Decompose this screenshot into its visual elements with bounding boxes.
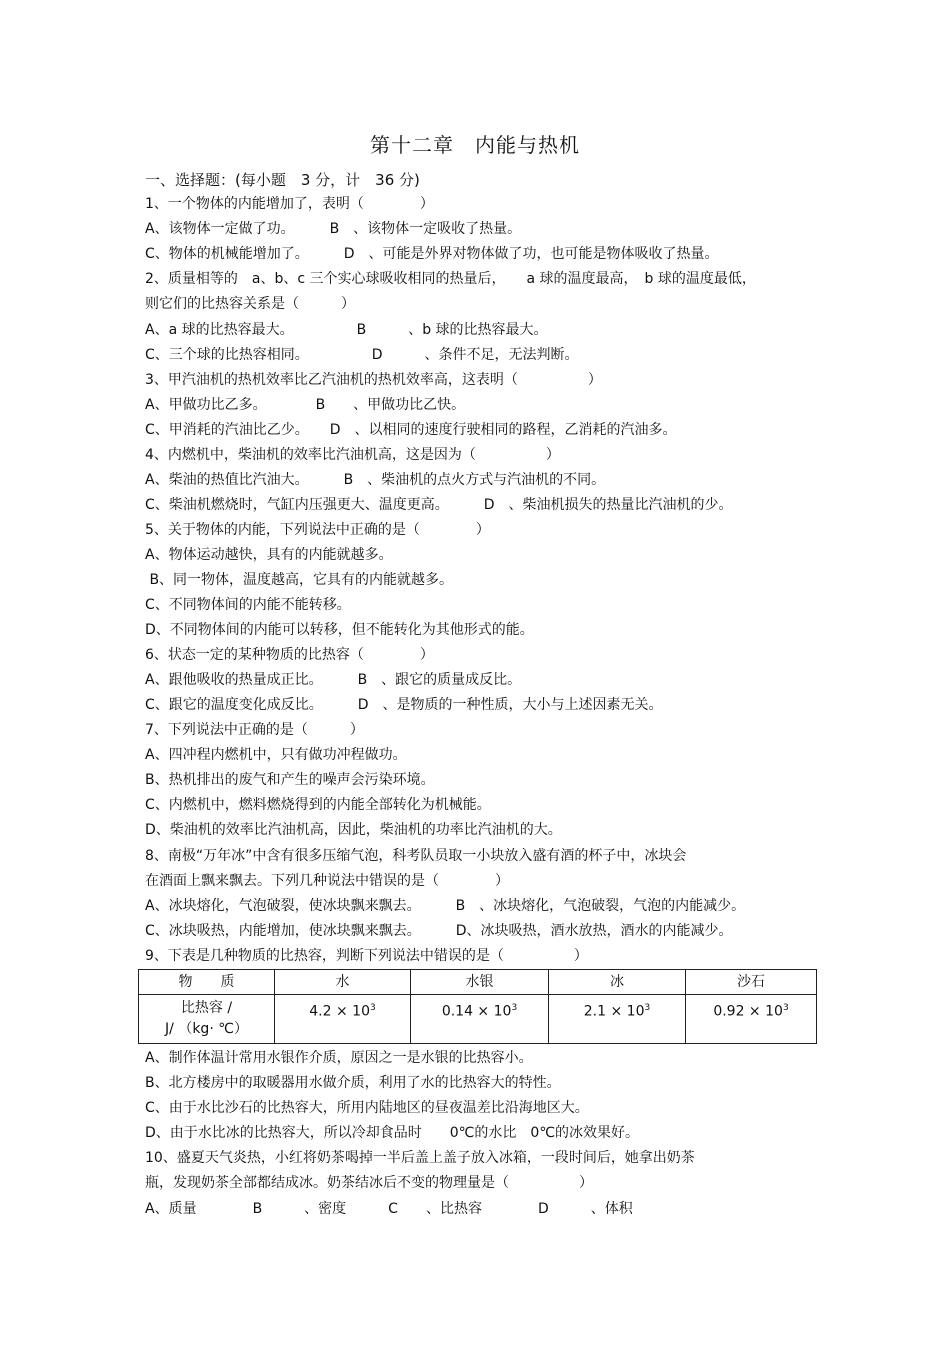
table-header-ice: 冰 [549,970,686,995]
table-header-mercury: 水银 [411,970,549,995]
page-title: 第十二章 内能与热机 [370,133,580,157]
q4-options-ab: A、柴油的热值比汽油大。 B 、柴油机的点火方式与汽油机的不同。 [145,472,606,488]
q2-options-ab: A、a 球的比热容最大。 B 、b 球的比热容最大。 [145,322,548,338]
table-cell-mercury [411,995,549,1044]
q5-option-b: B、同一物体，温度越高，它具有的内能就越多。 [145,572,454,588]
row-label-line-1: 比热容 / [180,1000,233,1016]
value-mercury: 0.14 × 10 [441,1003,512,1020]
q5-option-c: C、不同物体间的内能不能转移。 [145,597,351,613]
row-label-line-2: J/ （kg· ℃） [165,1021,248,1037]
question-2: 2、质量相等的 a、b、c 三个实心球吸收相同的热量后， a 球的温度最高， b 球的温度最低， [145,271,756,287]
table-header-substance: 物 质 [139,970,275,995]
q9-option-c: C、由于水比沙石的比热容大，所用内陆地区的昼夜温差比沿海地区大。 [145,1100,589,1116]
question-8-cont: 在酒面上飘来飘去。下列几种说法中错误的是（ ） [145,873,509,889]
q3-options-cd: C、甲消耗的汽油比乙少。 D 、以相同的速度行驶相同的路程，乙消耗的汽油多。 [145,422,677,438]
value-ice: 2.1 × 10 [583,1003,645,1020]
exponent-water: 3 [369,1003,376,1013]
specific-heat-table [138,969,817,1044]
question-10-cont: 瓶，发现奶茶全部都结成冰。奶茶结冰后不变的物理量是（ ） [145,1175,593,1191]
q1-options-ab: A、该物体一定做了功。 B 、该物体一定吸收了热量。 [145,221,522,237]
table-header-water: 水 [275,970,411,995]
q7-option-b: B、热机排出的废气和产生的噪声会污染环境。 [145,772,435,788]
q10-options: A、质量 B 、密度 C 、比热容 D 、体积 [145,1201,633,1217]
table-row-label [139,995,275,1044]
q8-options-ab: A、冰块熔化，气泡破裂，使冰块飘来飘去。 B 、冰块熔化，气泡破裂，气泡的内能减少。 [145,898,746,914]
q7-option-a: A、四冲程内燃机中，只有做功冲程做功。 [145,747,407,763]
exponent-sand: 3 [782,1003,789,1013]
table-cell-sand [686,995,817,1044]
question-1: 1、一个物体的内能增加了，表明（ ） [145,196,434,212]
q5-option-a: A、物体运动越快，具有的内能就越多。 [145,547,393,563]
question-10: 10、盛夏天气炎热，小红将奶茶喝掉一半后盖上盖子放入冰箱，一段时间后，她拿出奶茶 [145,1150,695,1166]
table-cell-water [275,995,411,1044]
question-6: 6、状态一定的某种物质的比热容（ ） [145,647,434,663]
q7-option-c: C、内燃机中，燃料燃烧得到的内能全部转化为机械能。 [145,797,491,813]
table-cell-ice [549,995,686,1044]
q1-options-cd: C、物体的机械能增加了。 D 、可能是外界对物体做了功，也可能是物体吸收了热量。 [145,246,719,262]
section-heading: 一、选择题：(每小题 3 分，计 36 分) [145,171,420,189]
q8-options-cd: C、冰块吸热，内能增加，使冰块飘来飘去。 D、冰块吸热，酒水放热，酒水的内能减少。 [145,923,733,939]
q6-options-cd: C、跟它的温度变化成反比。 D 、是物质的一种性质，大小与上述因素无关。 [145,697,663,713]
q7-option-d: D、柴油机的效率比汽油机高，因此，柴油机的功率比汽油机的大。 [145,822,562,838]
question-8: 8、南极“万年冰”中含有很多压缩气泡，科考队员取一小块放入盛有酒的杯子中，冰块会 [145,848,687,864]
q5-option-d: D、不同物体间的内能可以转移，但不能转化为其他形式的能。 [145,622,534,638]
value-water: 4.2 × 10 [309,1003,370,1020]
q6-options-ab: A、跟他吸收的热量成正比。 B 、跟它的质量成反比。 [145,672,522,688]
table-header-sand: 沙石 [686,970,817,995]
question-3: 3、甲汽油机的热机效率比乙汽油机的热机效率高，这表明（ ） [145,372,602,388]
q9-option-b: B、北方楼房中的取暖器用水做介质，利用了水的比热容大的特性。 [145,1075,561,1091]
question-7: 7、下列说法中正确的是（ ） [145,722,364,738]
value-sand: 0.92 × 10 [713,1003,783,1020]
question-5: 5、关于物体的内能，下列说法中正确的是（ ） [145,522,490,538]
q9-option-a: A、制作体温计常用水银作介质，原因之一是水银的比热容小。 [145,1050,533,1066]
exponent-mercury: 3 [511,1003,518,1013]
question-4: 4、内燃机中，柴油机的效率比汽油机高，这是因为（ ） [145,447,560,463]
q4-options-cd: C、柴油机燃烧时，气缸内压强更大、温度更高。 D 、柴油机损失的热量比汽油机的少。 [145,497,733,513]
question-9: 9、下表是几种物质的比热容，判断下列说法中错误的是（ ） [145,948,588,964]
q3-options-ab: A、甲做功比乙多。 B 、甲做功比乙快。 [145,397,466,413]
exponent-ice: 3 [644,1003,651,1013]
q9-option-d: D、由于水比冰的比热容大，所以冷却食品时 0℃的水比 0℃的冰效果好。 [145,1125,640,1141]
q2-options-cd: C、三个球的比热容相同。 D 、条件不足，无法判断。 [145,347,579,363]
question-2-cont: 则它们的比热容关系是（ ） [145,296,355,312]
